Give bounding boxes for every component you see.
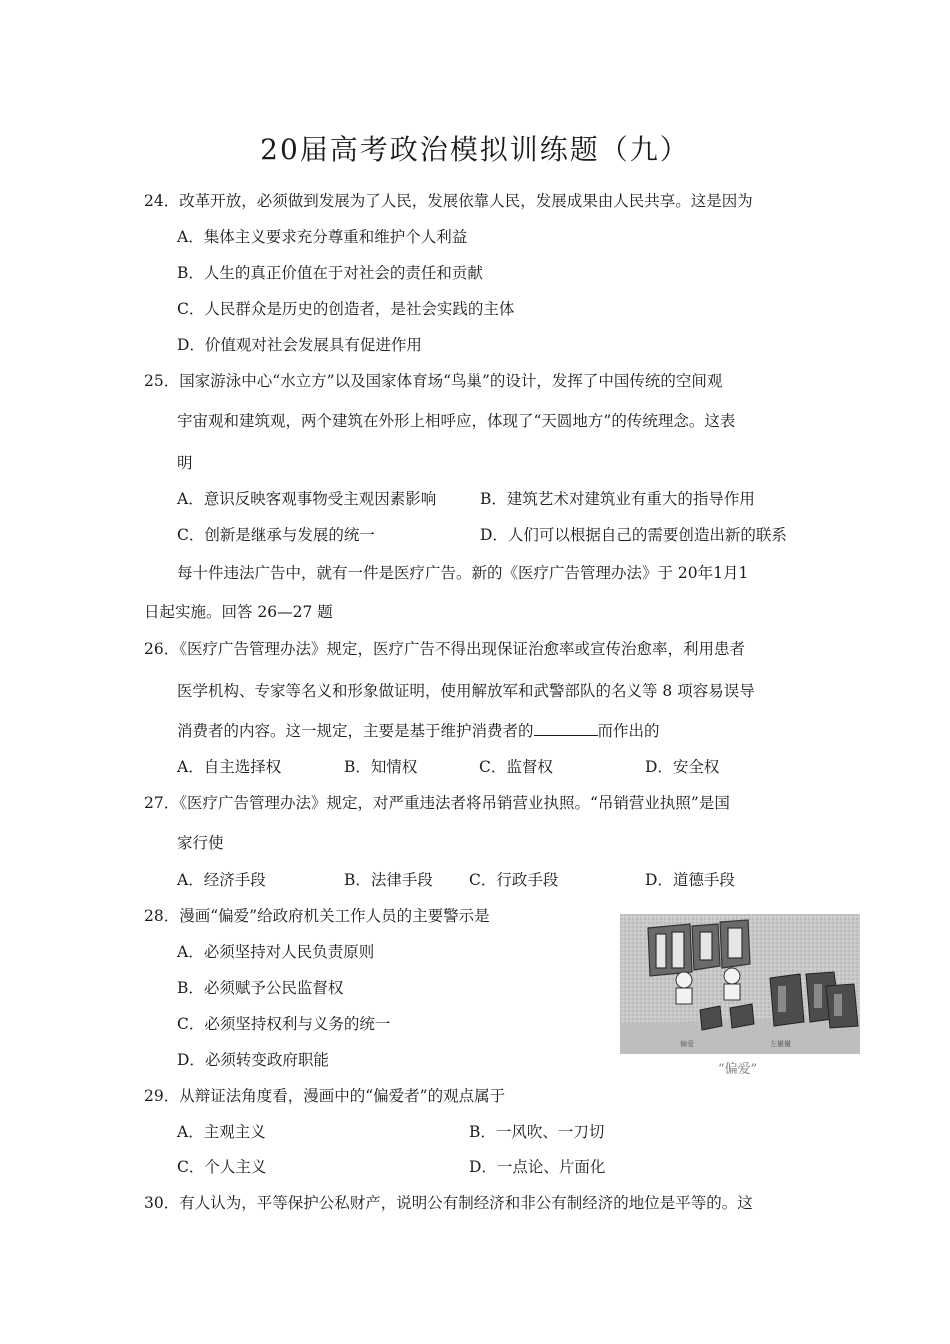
- question-26-option-b: B．知情权: [344, 758, 418, 776]
- question-26-stem-tail: 而作出的: [597, 722, 660, 740]
- question-26-option-a: A．自主选择权: [177, 758, 282, 776]
- question-29-option-a: A．主观主义: [177, 1123, 266, 1141]
- question-25-stem-line3: 明: [177, 454, 193, 472]
- answer-blank: [534, 721, 598, 736]
- question-28-option-b: B．必须赋予公民监督权: [177, 979, 344, 997]
- question-27-option-c: C．行政手段: [469, 871, 559, 889]
- question-28-option-d: D．必须转变政府职能: [177, 1051, 329, 1069]
- question-29-option-c: C．个人主义: [177, 1158, 267, 1176]
- intro-passage-line1: 每十件违法广告中，就有一件是医疗广告。新的《医疗广告管理办法》于 20年1月1: [177, 564, 749, 582]
- question-26-stem-line3: [177, 721, 660, 741]
- question-28-option-a: A．必须坚持对人民负责原则: [177, 943, 375, 961]
- question-25-option-a: A．意识反映客观事物受主观因素影响: [177, 490, 437, 508]
- cartoon-drawing: [620, 914, 860, 1054]
- question-30-stem: 30．有人认为，平等保护公私财产，说明公有制经济和非公有制经济的地位是平等的。这: [144, 1194, 753, 1212]
- question-29-option-b: B．一风吹、一刀切: [469, 1123, 605, 1141]
- question-24-option-a: A．集体主义要求充分尊重和维护个人利益: [177, 228, 468, 246]
- question-25-option-b: B．建筑艺术对建筑业有重大的指导作用: [480, 490, 755, 508]
- question-24-option-d: D．价值观对社会发展具有促进作用: [177, 336, 422, 354]
- question-28-stem: 28．漫画“偏爱”给政府机关工作人员的主要警示是: [144, 907, 490, 925]
- question-24-option-b: B．人生的真正价值在于对社会的责任和贡献: [177, 264, 483, 282]
- question-28-option-c: C．必须坚持权利与义务的统一: [177, 1015, 391, 1033]
- question-27-option-a: A．经济手段: [177, 871, 266, 889]
- question-29-stem: 29．从辩证法角度看，漫画中的“偏爱者”的观点属于: [144, 1087, 506, 1105]
- question-27-option-d: D．道德手段: [645, 871, 735, 889]
- cartoon-illustration: [620, 914, 860, 1074]
- question-24-stem: 24．改革开放，必须做到发展为了人民，发展依靠人民，发展成果由人民共享。这是因为: [144, 192, 753, 210]
- question-25-option-d: D．人们可以根据自己的需要创造出新的联系: [480, 526, 787, 544]
- question-27-option-b: B．法律手段: [344, 871, 433, 889]
- question-26-option-c: C．监督权: [479, 758, 553, 776]
- question-26-option-d: D．安全权: [645, 758, 720, 776]
- page-title: 20届高考政治模拟训练题（九）: [260, 133, 690, 166]
- cartoon-label-right: 左撇撇: [770, 1040, 791, 1048]
- question-26-stem-text: 消费者的内容。这一规定，主要是基于维护消费者的: [177, 722, 534, 740]
- intro-passage-line2: 日起实施。回答 26—27 题: [144, 603, 333, 621]
- question-27-stem-line1: 27．《医疗广告管理办法》规定，对严重违法者将吊销营业执照。“吊销营业执照”是国: [144, 794, 730, 812]
- question-25-stem-line1: 25．国家游泳中心“水立方”以及国家体育场“鸟巢”的设计，发挥了中国传统的空间观: [144, 372, 723, 390]
- question-29-option-d: D．一点论、片面化: [469, 1158, 606, 1176]
- question-26-stem-line2: 医学机构、专家等名义和形象做证明，使用解放军和武警部队的名义等 8 项容易误导: [177, 682, 755, 700]
- question-26-stem-line1: 26．《医疗广告管理办法》规定，医疗广告不得出现保证治愈率或宣传治愈率，利用患者: [144, 640, 745, 658]
- question-24-option-c: C．人民群众是历史的创造者，是社会实践的主体: [177, 300, 515, 318]
- cartoon-caption: “偏爱”: [718, 1062, 758, 1077]
- question-27-stem-line2: 家行使: [177, 834, 224, 852]
- question-25-stem-line2: 宇宙观和建筑观，两个建筑在外形上相呼应，体现了“天圆地方”的传统理念。这表: [177, 412, 736, 430]
- question-25-option-c: C．创新是继承与发展的统一: [177, 526, 375, 544]
- cartoon-label-left: 偏爱: [680, 1040, 694, 1048]
